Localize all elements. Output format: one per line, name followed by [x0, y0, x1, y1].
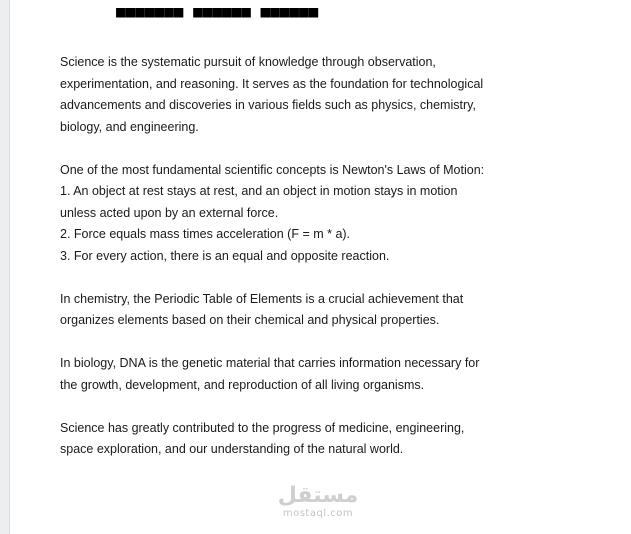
text-line: experimentation, and reasoning. It serves as the foundation for technological: [60, 76, 484, 91]
watermark: [273, 484, 363, 520]
watermark-logo: مستقل: [277, 483, 359, 508]
paragraph-newton: [60, 160, 520, 268]
text-line: biology, and engineering.: [60, 119, 199, 134]
text-line: the growth, development, and reproduction of all living organisms.: [60, 377, 425, 392]
redacted-title: ■■■■■■■ ■■■■■■ ■■■■■■: [116, 2, 319, 21]
document-page: [9, 0, 631, 534]
paragraph-chemistry: [60, 289, 520, 332]
text-line: unless acted upon by an external force.: [60, 205, 279, 220]
text-line: 1. An object at rest stays at rest, and an object in motion stays in motion: [60, 184, 458, 198]
text-line: In chemistry, the Periodic Table of Elements is a crucial achievement that: [60, 291, 464, 306]
watermark-domain: mostaql.com: [282, 508, 354, 519]
text-line: One of the most fundamental scientific concepts is Newton's Laws of Motion:: [60, 162, 485, 177]
paragraph-conclusion: [60, 418, 520, 461]
text-line: In biology, DNA is the genetic material that carries information necessary for: [60, 356, 480, 370]
text-line: advancements and discoveries in various fields such as physics, chemistry,: [60, 98, 476, 112]
text-line: space exploration, and our understanding of the natural world.: [60, 442, 404, 456]
text-line: organizes elements based on their chemical and physical properties.: [60, 313, 440, 327]
paragraph-biology: [60, 353, 520, 396]
text-line: 2. Force equals mass times acceleration (F = m * a).: [60, 227, 351, 241]
text-line: Science has greatly contributed to the progress of medicine, engineering,: [60, 420, 465, 435]
text-line: 3. For every action, there is an equal and opposite reaction.: [60, 248, 390, 263]
paragraph-intro: [60, 52, 520, 138]
text-line: Science is the systematic pursuit of knowledge through observation,: [60, 55, 436, 69]
document-body: [60, 52, 520, 482]
